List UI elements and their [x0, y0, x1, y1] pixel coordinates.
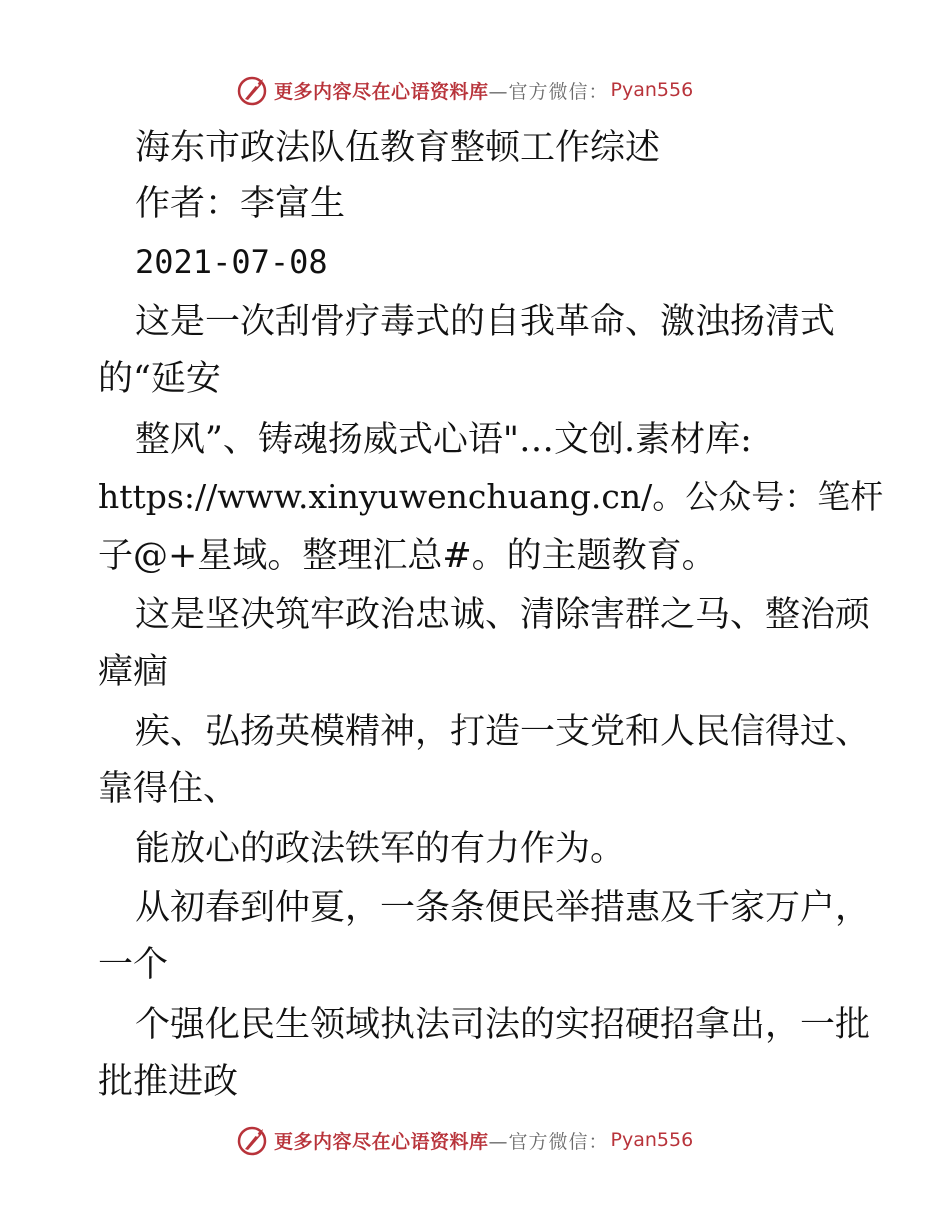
paragraph-line: 这是一次刮骨疗毒式的自我革命、激浊扬清式 — [135, 302, 836, 342]
paragraph-line: 瘴痼 — [98, 652, 169, 692]
watermark-header — [236, 72, 693, 108]
watermark-footer — [236, 1122, 693, 1158]
paragraph-line: 一个 — [98, 945, 169, 985]
watermark-handle: Pyan556 — [610, 79, 694, 101]
paragraph-line: 整风”、铸魂扬威式心语"…文创.素材库: — [135, 420, 752, 460]
paragraph-line: 从初春到仲夏，一条条便民举措惠及千家万户， — [135, 888, 871, 928]
document-title: 海东市政法队伍教育整顿工作综述 — [135, 128, 661, 168]
watermark-brand: 更多内容尽在心语资料库 — [274, 1130, 489, 1153]
document-date: 2021-07-08 — [135, 243, 328, 281]
paragraph-line: 个强化民生领域执法司法的实招硬招拿出，一批 — [135, 1005, 871, 1045]
pen-nib-circle-icon — [236, 1123, 270, 1157]
watermark-label: —官方微信： — [488, 1130, 609, 1153]
paragraph-line: 这是坚决筑牢政治忠诚、清除害群之马、整治顽 — [135, 595, 871, 635]
paragraph-line: 的“延安 — [98, 359, 221, 399]
paragraph-line: 能放心的政法铁军的有力作为。 — [135, 829, 626, 869]
pen-nib-circle-icon — [236, 73, 270, 107]
paragraph-line: 子@+星域。整理汇总#。的主题教育。 — [98, 536, 717, 576]
watermark-brand: 更多内容尽在心语资料库 — [274, 80, 489, 103]
watermark-handle: Pyan556 — [610, 1129, 694, 1151]
paragraph-line: 疾、弘扬英模精神，打造一支党和人民信得过、 — [135, 712, 871, 752]
paragraph-line: 批推进政 — [98, 1062, 239, 1102]
document-author: 作者：李富生 — [135, 184, 346, 224]
paragraph-line: https://www.xinyuwenchuang.cn/。公众号：笔杆 — [98, 477, 884, 516]
paragraph-line: 靠得住、 — [98, 769, 239, 809]
watermark-label: —官方微信： — [488, 80, 609, 103]
